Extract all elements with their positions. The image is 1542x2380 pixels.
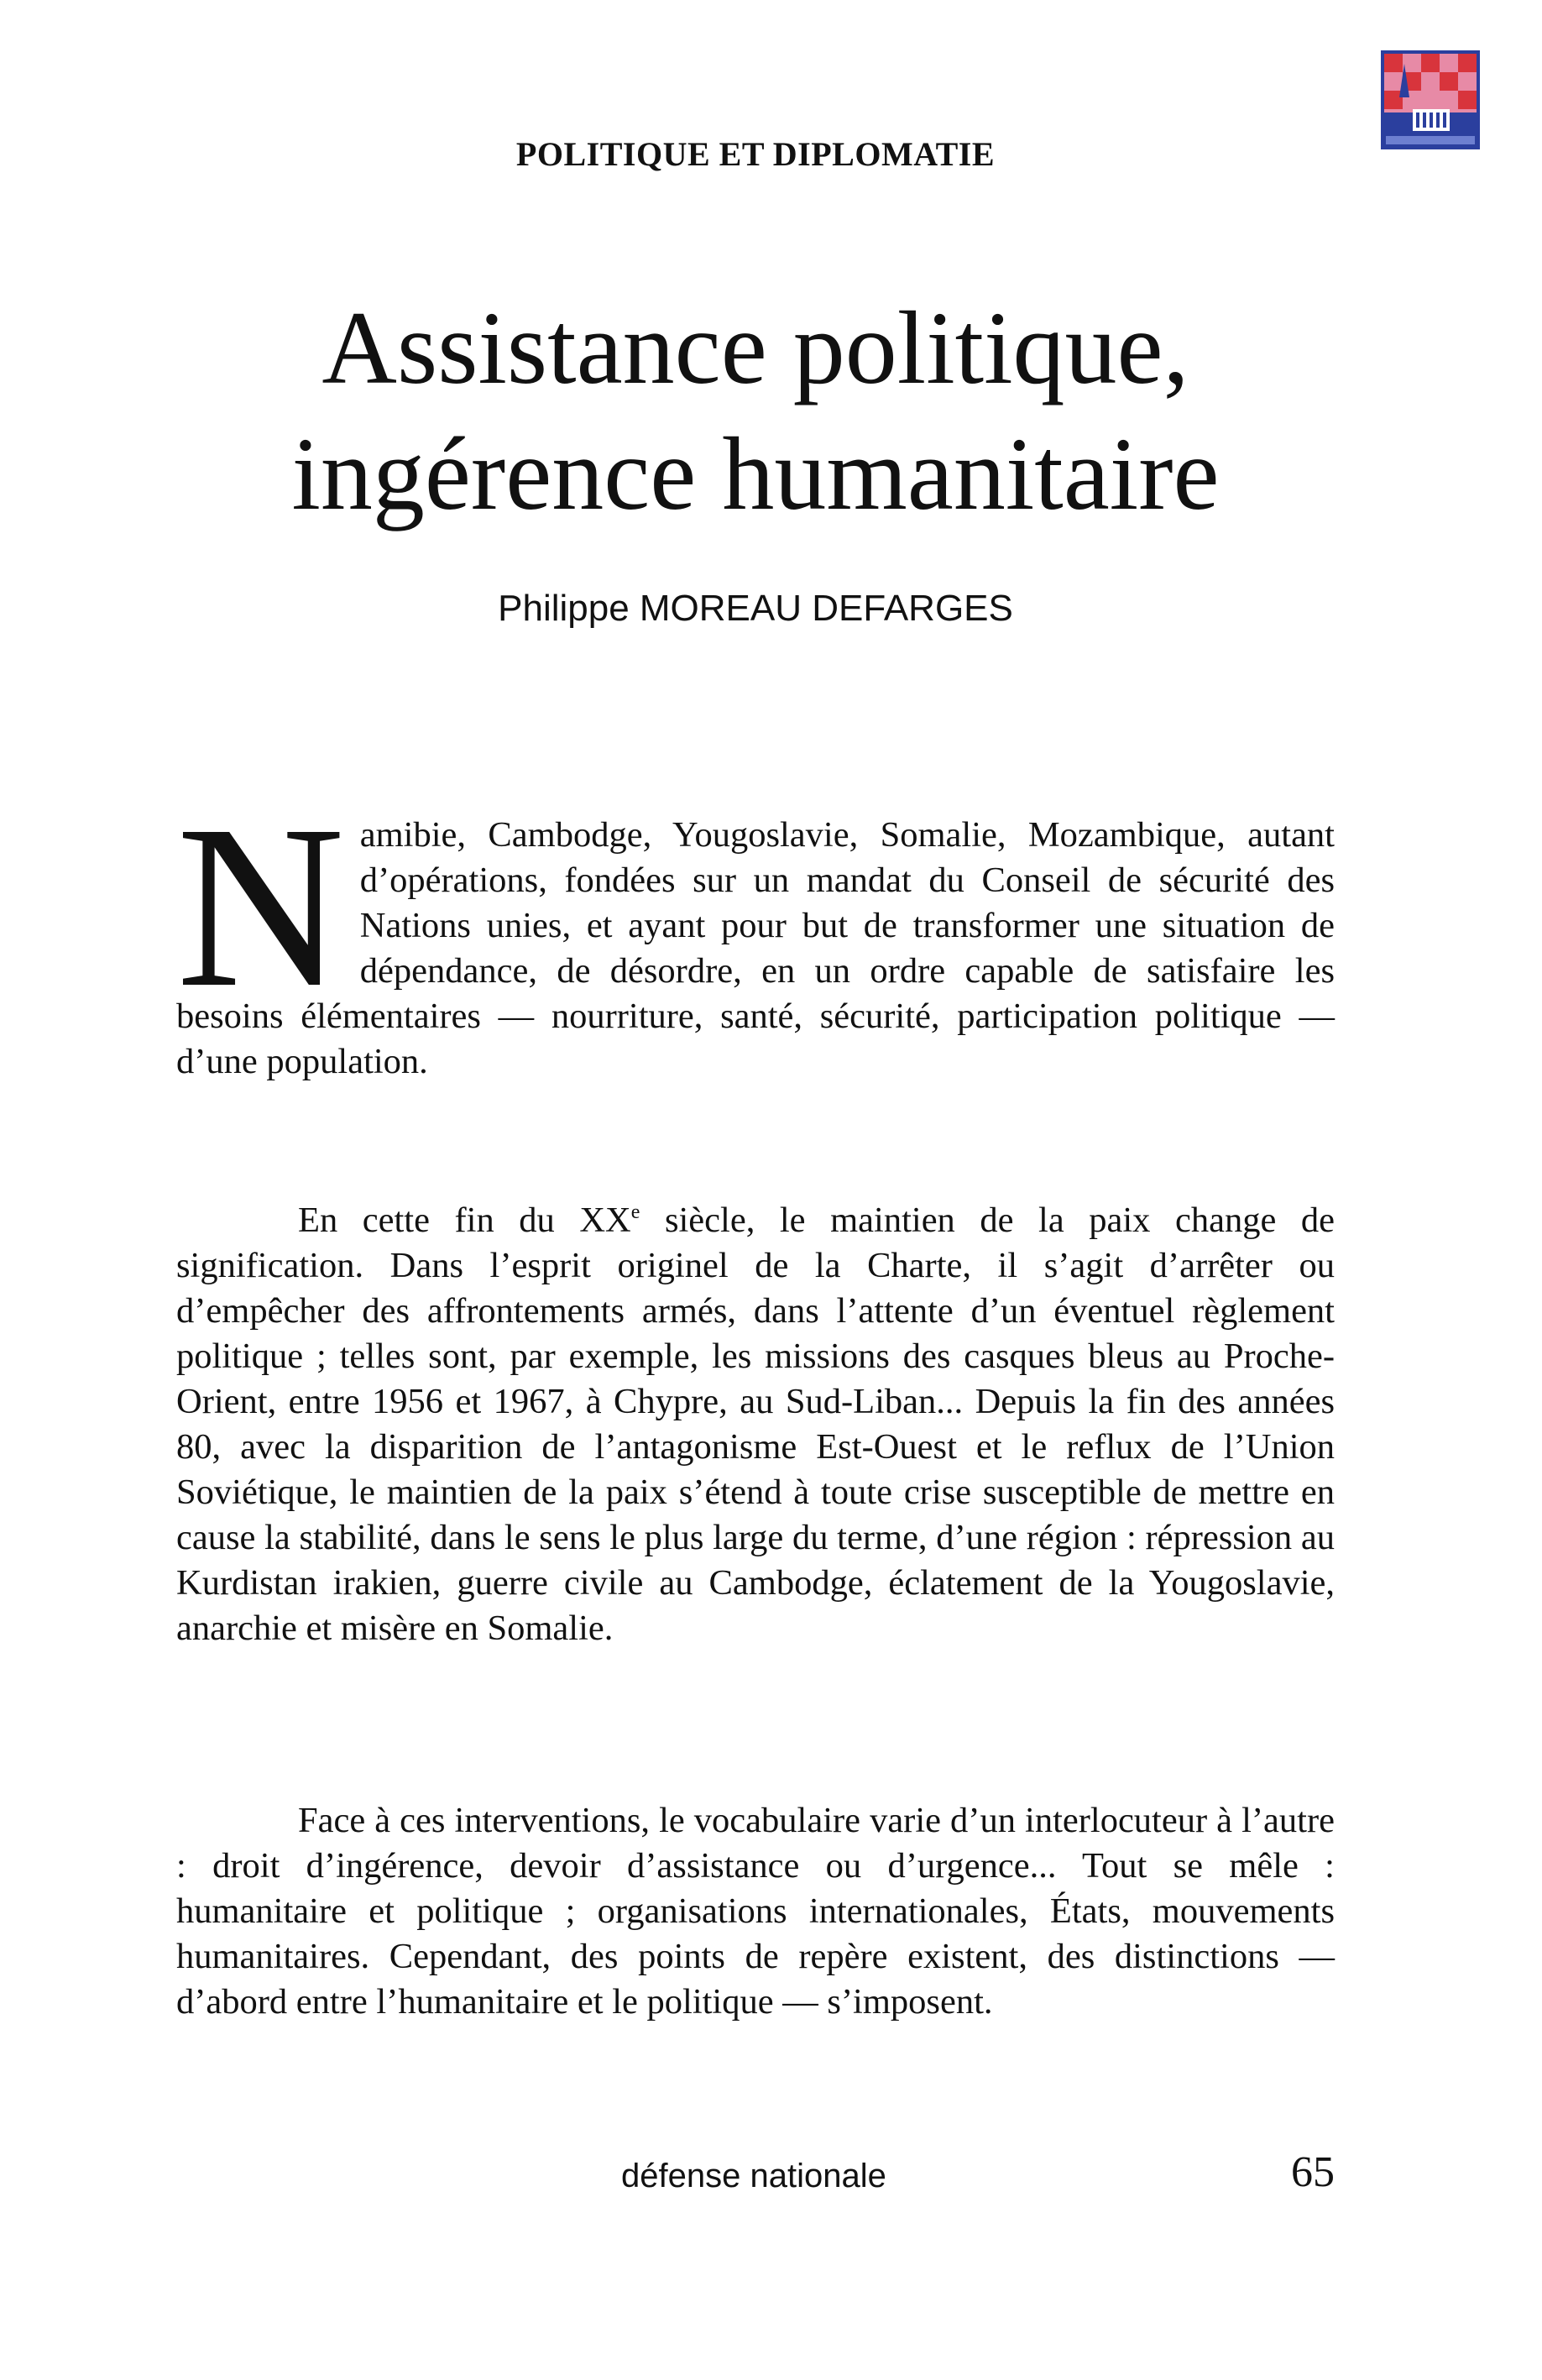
- paragraph-2-rest: siècle, le maintien de la paix change de signification. Dans l’esprit originel de la Charte, il s’agit d’arrêter ou d’empêcher des affrontements armés, dans l’attente d’un éventuel règlement politique ; telles sont, par exemple, les missions des casques bleus au Proche-Orient, entre 1956 et 1967, à Chypre, au Sud-Liban... Depuis la fin des années 80, avec la disparition de l’antagonisme Est-Ouest et le reflux de l’Union Soviétique, le maintien de la paix s’étend à toute crise susceptible de mettre en cause la stabilité, dans le sens le plus large du terme, d’une région : répression au Kurdistan irakien, guerre civile au Cambodge, éclatement de la Yougoslavie, anarchie et misère en Somalie.: [176, 1200, 1335, 1648]
- section-heading: POLITIQUE ET DIPLOMATIE: [515, 135, 996, 173]
- title-line-2: ingérence humanitaire: [291, 416, 1220, 531]
- superscript-e: e: [630, 1201, 640, 1223]
- paragraph-2-start: En cette fin du XX: [298, 1200, 631, 1240]
- drop-cap: N: [176, 777, 345, 1036]
- journal-name: défense nationale: [621, 2158, 886, 2194]
- paragraph-1-text: amibie, Cambodge, Yougoslavie, Somalie, Mozambique, autant d’opérations, fondées sur un mandat du Conseil de sécurité des Nations unies, et ayant pour but de transformer une situation de dépendance, de désordre, en un ordre capable de satisfaire les besoins élémentaires — nourriture, santé, sécurité, participation politique — d’une population.: [176, 815, 1335, 1081]
- article-title: [0, 285, 1511, 537]
- article-author: Philippe MOREAU DEFARGES: [498, 588, 1013, 629]
- paragraph-1: [176, 777, 1335, 1085]
- title-line-1: Assistance politique,: [321, 290, 1189, 405]
- paragraph-2: [176, 1198, 1335, 1651]
- page-number: 65: [1291, 2148, 1335, 2196]
- paragraph-3: Face à ces interventions, le vocabulaire varie d’un interlocuteur à l’autre : droit d’ingérence, devoir d’assistance ou d’urgence... Tout se mêle : humanitaire et politique ; organisations internationales, États, mouvements humanitaires. Cependant, des points de repère existent, des distinctions — d’abord entre l’humanitaire et le politique — s’imposent.: [176, 1801, 1335, 2022]
